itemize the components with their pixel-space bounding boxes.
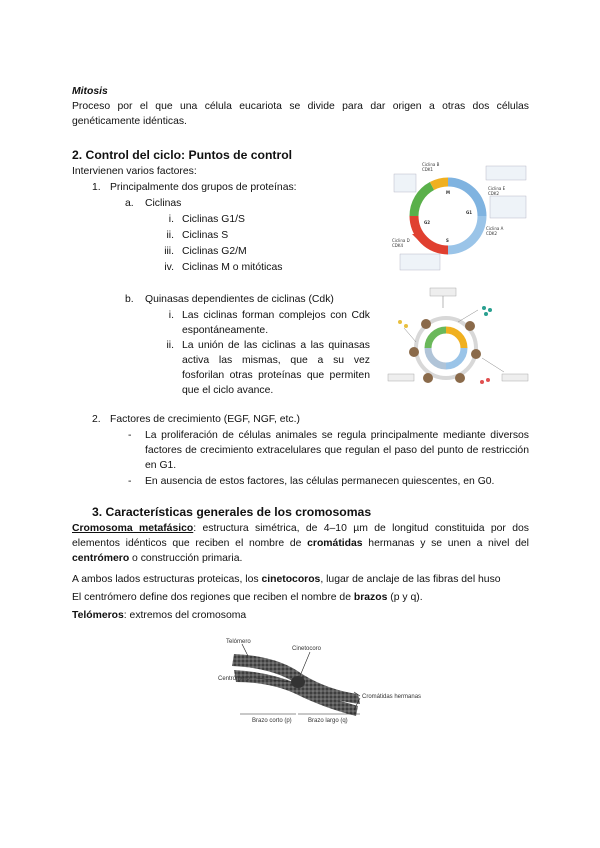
cromatidas-term: cromátidas [307,538,363,549]
chromosome-diagram [218,636,422,728]
bullet-proliferation: La proliferación de células animales se regula principalmente mediante diversos factores de crecimiento extracelulares que regulan el paso del punto de restricción en G1. [145,430,529,471]
list-item-cyclin: Ciclinas M o mitóticas [182,262,283,273]
label-telomero: Telómero [226,639,251,645]
cdk-complex-icon [465,321,475,331]
label-box [388,374,414,381]
label-box [502,374,528,381]
text-run: o construcción primaria. [129,553,243,564]
label-box [430,288,456,296]
arrow-line [458,310,478,322]
cyclin-label: Ciclina B [422,162,440,167]
metaphase-term: Cromosoma metafásico [72,523,194,534]
bullet-quiescent: En ausencia de estos factores, las células permanecen quiescentes, en G0. [145,476,495,487]
protein-dot-icon [488,308,492,312]
text-run: , lugar de anclaje de las fibras del huso [320,574,501,585]
list-item-growth-factors: Factores de crecimiento (EGF, NGF, etc.) [110,414,300,425]
list-item-cyclin: Ciclinas G2/M [182,246,247,257]
ring-segment [428,348,446,366]
cyclin-label: Ciclina E [488,186,506,191]
mitosis-title: Mitosis [72,86,108,97]
protein-dot-icon [398,320,402,324]
cyclin-label: CDK2 [486,231,498,236]
cyclin-box [394,174,416,192]
arrow-line [404,328,416,342]
cdk-activation-text: La unión de las ciclinas a las quinasas activa las mismas, que a su vez fosforilan otras proteínas que permiten que el ciclo avance. [182,340,370,396]
cyclin-label: CDK4 [392,243,404,248]
protein-dot-icon [482,306,486,310]
protein-dot-icon [484,312,488,316]
list-number: 1. [92,182,101,193]
cdk-complex-text: Las ciclinas forman complejos con Cdk espontáneamente. [182,310,370,336]
text-run: : estructura simétrica, de 4–10 µm de longitud constituida por dos elementos idénticos que reciben el nombre de [72,523,529,549]
list-item-proteins: Principalmente dos grupos de proteínas: [110,182,297,193]
text-run: hermanas y se unen a nivel del [362,538,529,549]
protein-dot-icon [404,324,408,328]
cinetocoros-term: cinetocoros [261,574,321,585]
brazos-term: brazos [353,592,388,603]
cdk-complex-icon [455,373,465,383]
ring-segment [428,330,446,348]
arms-paragraph [72,590,423,605]
cell-cycle-diagram [386,160,530,274]
cdk-complex-icon [421,319,431,329]
section2-intro: Intervienen varios factores: [72,166,197,177]
roman-number: i. [168,214,174,225]
text-run: : extremos del cromosoma [123,610,247,621]
kinetochore-paragraph [72,572,501,587]
roman-number: i. [168,310,174,321]
metaphase-paragraph [72,521,529,566]
cdk-complex-icon [471,349,481,359]
list-item-cyclin: Ciclinas G1/S [182,214,245,225]
pointer-line [300,652,310,676]
phase-label-g1: G1 [466,210,473,215]
cyclin-label: CDK1 [422,167,434,172]
cdk-complex-icon [409,347,419,357]
list-letter: a. [125,198,134,209]
roman-number: iii. [164,246,174,257]
list-number: 2. [92,414,101,425]
label-brazo-corto: Brazo corto (p) [252,718,292,724]
phase-label-s: S [446,238,449,243]
list-item-cdk: Quinasas dependientes de ciclinas (Cdk) [145,294,334,305]
protein-dot-icon [486,378,490,382]
section2-heading: 2. Control del ciclo: Puntos de control [72,148,293,162]
label-cromatidas: Cromátidas hermanas [362,694,422,700]
pointer-line [242,644,248,656]
cyclin-box [490,196,526,218]
cyclin-box [400,254,440,270]
list-item-cyclin: Ciclinas S [182,230,229,241]
section3-heading: 3. Características generales de los cromosomas [92,505,372,519]
label-cinetocoro: Cinetocoro [292,646,322,652]
ring-segment [446,330,464,348]
roman-number: iv. [164,262,174,273]
bullet-dash: - [128,476,132,487]
cyclin-label: Ciclina A [486,226,504,231]
arrow-line [482,358,504,372]
mitosis-paragraph: Proceso por el que una célula eucariota se divide para dar origen a otras dos células genéticamente idénticas. [72,101,529,127]
telomeres-term: Telómeros [72,610,124,621]
centromero-term: centrómero [72,553,130,564]
centromere-mark [291,676,305,688]
text-run: El centrómero define dos regiones que reciben el nombre de [72,592,354,603]
list-letter: b. [125,294,134,305]
ring-m-top [432,182,448,186]
telomeres-paragraph [72,608,246,623]
label-brazo-largo: Brazo largo (q) [308,718,348,724]
text-run: (p y q). [387,592,423,603]
cyclin-box [486,166,526,180]
roman-number: ii. [166,230,174,241]
label-centromero: Centrómero [218,676,250,682]
bullet-dash: - [128,430,132,441]
list-item-ciclinas: Ciclinas [145,198,182,209]
cyclin-label: Ciclina D [392,238,410,243]
ring-center [426,194,473,238]
text-run: A ambos lados estructuras proteicas, los [72,574,262,585]
cyclin-label: CDK2 [488,191,500,196]
roman-number: ii. [166,340,174,351]
phase-label-g2: G2 [424,220,431,225]
cdk-complex-icon [423,373,433,383]
ring-segment [446,348,464,366]
protein-dot-icon [480,380,484,384]
phase-label-m: M [446,190,450,195]
cdk-regulation-diagram [386,286,530,394]
